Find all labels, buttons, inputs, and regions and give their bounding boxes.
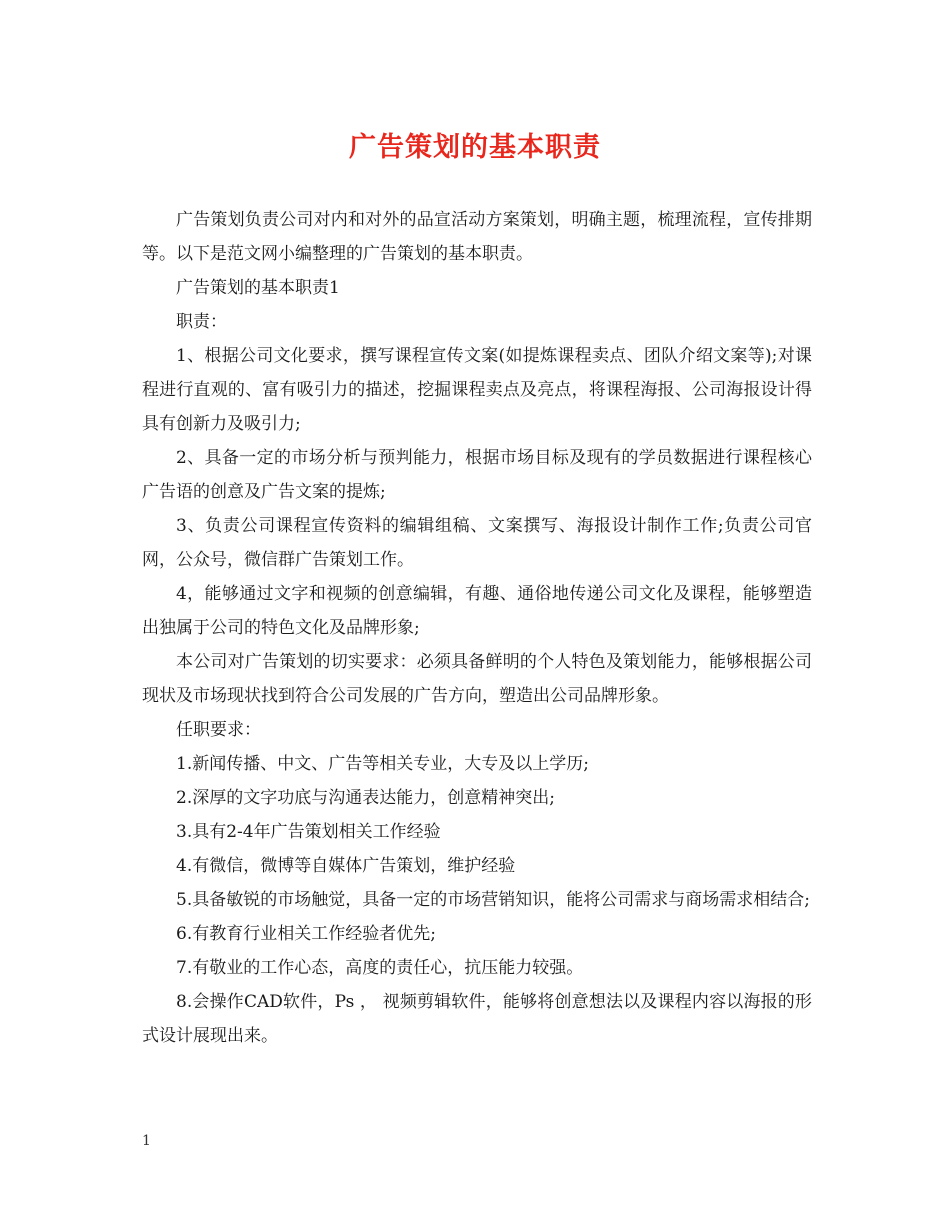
duty-item: 3、负责公司课程宣传资料的编辑组稿、文案撰写、海报设计制作工作;负责公司官网，公众号，微信群广告策划工作。 [142, 516, 812, 570]
duty-item: 2、具备一定的市场分析与预判能力，根据市场目标及现有的学员数据进行课程核心广告语的创意及广告文案的提炼; [142, 448, 812, 502]
duty-item: 1、根据公司文化要求，撰写课程宣传文案(如提炼课程卖点、团队介绍文案等);对课程进行直观的、富有吸引力的描述，挖掘课程卖点及亮点，将课程海报、公司海报设计得具有创新力及吸引力; [142, 346, 812, 434]
requirement-item: 7.有敬业的工作心态，高度的责任心，抗压能力较强。 [176, 958, 584, 978]
document-body [142, 203, 812, 1053]
requirement-item: 8.会操作CAD软件，Ps ， 视频剪辑软件，能够将创意想法以及课程内容以海报的形式设计展现出来。 [142, 992, 812, 1046]
document-title: 广告策划的基本职责 [349, 132, 601, 163]
requirement-item: 4.有微信，微博等自媒体广告策划，维护经验 [176, 856, 516, 876]
company-requirement-paragraph: 本公司对广告策划的切实要求：必须具备鲜明的个人特色及策划能力，能够根据公司现状及市场现状找到符合公司发展的广告方向，塑造出公司品牌形象。 [142, 652, 812, 706]
requirement-item: 5.具备敏锐的市场触觉，具备一定的市场营销知识，能将公司需求与商场需求相结合; [176, 890, 810, 910]
requirement-item: 1.新闻传播、中文、广告等相关专业，大专及以上学历; [176, 754, 589, 774]
requirement-item: 3.具有2-4年广告策划相关工作经验 [176, 822, 441, 842]
intro-paragraph: 广告策划负责公司对内和对外的品宣活动方案策划，明确主题，梳理流程，宣传排期等。以下是范文网小编整理的广告策划的基本职责。 [142, 210, 812, 264]
requirement-item: 6.有教育行业相关工作经验者优先; [176, 924, 436, 944]
requirement-item: 2.深厚的文字功底与沟通表达能力，创意精神突出; [176, 788, 555, 808]
section-heading: 广告策划的基本职责1 [176, 278, 340, 298]
duty-item: 4，能够通过文字和视频的创意编辑，有趣、通俗地传递公司文化及课程，能够塑造出独属于公司的特色文化及品牌形象; [142, 584, 812, 638]
requirements-label: 任职要求： [176, 720, 261, 740]
duties-label: 职责： [176, 312, 227, 332]
page-number: 1 [142, 1133, 151, 1149]
